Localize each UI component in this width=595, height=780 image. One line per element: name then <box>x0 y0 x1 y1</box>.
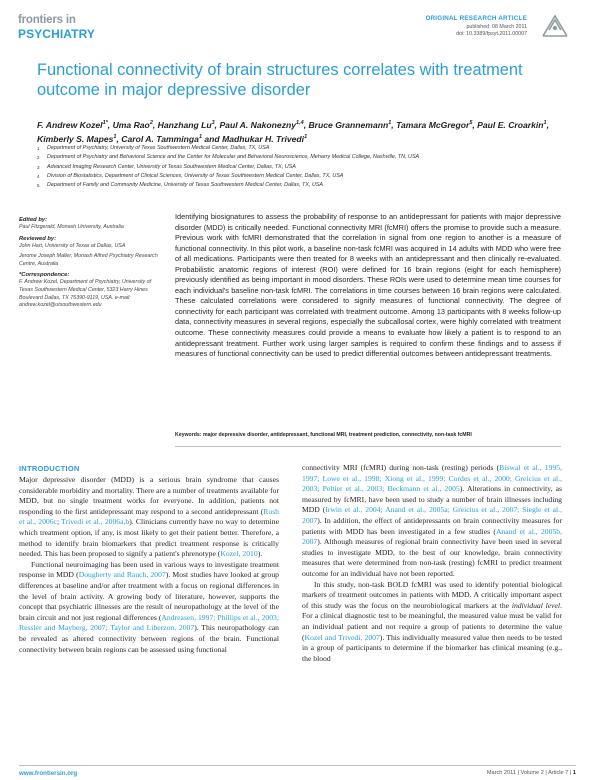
author-name: Bruce Grannemann <box>308 119 389 130</box>
author-affiliation-marker: 2 <box>149 120 153 126</box>
affiliation-text: Advanced Imaging Research Center, University of Texas Southwestern Medical Center, Dallas, TX, USA <box>47 163 296 170</box>
article-header-meta <box>425 15 527 37</box>
page-footer <box>19 770 576 780</box>
citation-link[interactable]: Biswal et al., 1995, 1997; Lowe et al., 1998; Xiong et al., 1999; Cordes et al., 2000; Greicius et al., 2003; Peltier et al., 2003; Beckmann et al., 2005 <box>302 463 563 494</box>
text-run: ). Although measures of regional brain connectivity have been used in several studies to investigate MDD, to the best of our knowledge, brain connectivity measures that were determined from non-task (resting) fcMRI to predict treatment outcome for an individual have not been reported. <box>302 537 562 578</box>
text-run: connectivity MRI (fcMRI) during non-task (resting) periods ( <box>302 463 500 472</box>
affiliation-item <box>37 153 567 162</box>
body-column-right <box>302 463 562 664</box>
abstract: Identifying biosignatures to assess the probability of response to an antidepressant for patients with major depressive disorder (MDD) is critically needed. Functional connectivity MRI (fcMRI) offers the promise to provide such a measure. Previous work with fcMRI demonstrated that the correlation in signal from one region to another is a measure of functional connectivity. In this pilot work, a baseline non-task fcMRI was acquired in 14 adults with MDD who were free of all medications. Participants were then treated for 8 weeks with an antidepressant and then clinically re-evaluated. Probabilistic anatomic regions of interest (ROI) were defined for 16 brain regions (eight for each hemisphere) previously identified as being important in mood disorders. These ROIs were used to determine mean time courses for each individual's baseline non-task fcMRI. The correlations in time courses between 16 brain regions were calculated. These calculated correlations were considered to signify measures of functional connectivity. The degree of connectivity for each participant was correlated with treatment outcome. Among 13 participants with 8 weeks follow-up data, connectivity measures in several regions, especially the subcallosal cortex, were highly correlated with treatment outcome. These connectivity measures could provide a means to evaluate how likely a patient is to respond to an antidepressant treatment. Further work using larger samples is required to confirm these findings and to assess if measures of functional connectivity can be used to predict differential outcomes between antidepressant treatments. <box>175 212 561 359</box>
author-affiliation-marker: 1* <box>102 120 108 126</box>
affiliation-text: Department of Family and Community Medicine, University of Texas Southwestern Medical Center, Dallas, TX, USA <box>47 182 324 189</box>
affiliation-text: Department of Psychiatry and Behavioral Science and the Center for Molecular and Behavioral Neuroscience, Meharry Medical College, Nashville, TN, USA <box>47 154 420 161</box>
author-name: Carol A. Tamminga <box>121 134 199 145</box>
introduction-heading: INTRODUCTION <box>19 464 80 473</box>
author-name: F. Andrew Kozel <box>37 119 103 130</box>
citation-link[interactable]: Trivedi et al., 2006a,b <box>61 517 130 527</box>
section-divider <box>175 446 561 447</box>
citation-link[interactable]: Irwin et al., 2004; Anand et al., 2005a; Greicius et al., 2007; Siegle et al., 2007 <box>302 505 562 525</box>
text-run: In this study, non-task BOLD fcMRI was used to identify potential biological markers of treatment outcomes in patients with MDD. A critically important aspect of this study was the focus on the neurobiological markers at the <box>302 579 562 610</box>
citation-link[interactable]: Rush et al., 2006c <box>19 506 279 527</box>
author-name: Uma Rao <box>112 119 150 130</box>
intro-paragraph-3 <box>302 463 562 580</box>
author-affiliation-marker: 1,4 <box>296 120 304 126</box>
article-type: ORIGINAL RESEARCH ARTICLE <box>425 15 527 22</box>
author-affiliation-marker: 1 <box>304 134 308 141</box>
author-affiliation-marker: 1 <box>388 120 392 126</box>
citation-link[interactable]: Dougherty and Rauch, 2007 <box>78 570 166 580</box>
affiliation-text: Department of Psychiatry, University of Texas Southwestern Medical Center, Dallas, TX, USA <box>47 145 270 151</box>
doi: doi: 10.3389/fpsyt.2011.00007 <box>456 31 527 37</box>
affiliation-number: 5 <box>37 183 40 189</box>
text-run: ; <box>56 517 62 527</box>
body-column-left <box>19 475 279 655</box>
edited-by: Paul Fitzgerald, Monash University, Australia <box>19 224 124 230</box>
text-run: ). This neuropathology can be revealed as altered connectivity between regions of the brain. Functional connectivity between brain regions can be assessed using functional <box>19 623 279 654</box>
reviewed-by-label: Reviewed by: <box>19 235 57 242</box>
text-run: ). <box>257 549 263 559</box>
citation-link[interactable]: Anand et al., 2005b, 2007 <box>302 526 562 547</box>
author-name: Kimberly S. Mapes <box>37 134 114 145</box>
text-run: ). In addition, the effect of antidepressants on brain connectivity measures for patients with MDD has been investigated in a few studies ( <box>302 515 562 536</box>
author-list: F. Andrew Kozel$^{1*}$, Uma Rao$^2$, Hanzhang Lu$^3$, Paul A. Nakonezny$^{1,4}$, Bruce Grannemann$^1$, Tamara McGregor$^5$, Paul E. Croarkin$^1$, Kimberly S. Mapes$^1$, Carol A. Tamminga$^1$ and Madhukar H. Trivedi$^1$ <box>37 119 549 145</box>
text-run: ). Clinicians currently have no way to determine which treatment option, if any, is most likely to get their patient better. Therefore, a method to identify brain biomarkers that predict treatment response is critically needed. This has been proposed to signify a patient's phrenotype ( <box>19 517 280 559</box>
article-title: Functional connectivity of brain structures correlates with treatment outcome in major depressive disorder <box>37 61 523 99</box>
author-name: Paul E. Croarkin <box>477 119 544 130</box>
journal-logo-bottom: PSYCHIATRY <box>18 26 96 41</box>
emphasis-text: individual level <box>511 600 561 610</box>
intro-paragraph-1 <box>19 475 279 560</box>
affiliation-item <box>37 144 567 153</box>
text-run: Major depressive disorder (MDD) is a serious brain syndrome that causes considerable morbidity and mortality. There are a number of treatments available for MDD, but no single treatment works for everyone. In addition, patients not responding to the first antidepressant may respond to a second antidepressant ( <box>19 475 279 516</box>
citation-link[interactable]: Kozel and Trivedi, 2007 <box>304 632 380 642</box>
affiliation-number: 1 <box>37 146 40 151</box>
text-run: Functional neuroimaging has been used in various ways to investigate treatment response in MDD ( <box>19 559 279 580</box>
author-name: Tamara McGregor <box>396 119 470 130</box>
author-affiliation-marker: 5 <box>469 120 473 126</box>
journal-url-link[interactable]: www.frontiersin.org <box>19 770 78 777</box>
footer-article: Article 7 <box>548 770 569 776</box>
footer-date: March 2011 <box>486 770 516 776</box>
author-name: Madhukar H. Trivedi <box>222 134 305 145</box>
affiliation-list <box>37 144 567 190</box>
footer-meta: March 2011 | Volume 2 | Article 7 | 1 <box>486 770 576 776</box>
affiliation-item <box>37 163 567 172</box>
affiliation-number: 4 <box>37 173 40 179</box>
journal-logo <box>18 15 95 40</box>
affiliation-item <box>37 181 567 190</box>
correspondence-label: *Correspondence: <box>19 272 70 279</box>
author-affiliation-marker: 1 <box>198 134 203 141</box>
affiliation-item <box>37 172 567 181</box>
author-affiliation-marker: 3 <box>211 120 215 126</box>
affiliation-number: 2 <box>37 155 40 161</box>
published-date: published: 08 March 2011 <box>466 24 527 30</box>
reviewer-2: Jerome Joseph Maller, Monash Alfred Psychiatry Research Centre, Australia <box>19 253 158 267</box>
author-affiliation-marker: 1 <box>113 134 117 141</box>
text-run: . For a clinical diagnostic test to be meaningful, the measured value must be valid for an individual patient and not require a group of patients to determine the value ( <box>302 600 562 642</box>
affiliation-text: Division of Biostatistics, Department of Clinical Sciences, University of Texas Southwestern Medical Center, Dallas, TX, USA <box>47 172 344 179</box>
edited-by-label: Edited by: <box>19 217 48 223</box>
reviewer-1: John Hart, University of Texas at Dallas, USA <box>19 242 126 249</box>
journal-logo-top: frontiers in <box>18 14 76 26</box>
page-number: 1 <box>572 770 576 776</box>
citation-link[interactable]: Andreasen, 1997; Phillips et al., 2003; Ressler and Mayberg, 2007; Taylor and Liberzon, 2007 <box>19 612 279 633</box>
keywords: Keywords: major depressive disorder, antidepressant, functional MRI, treatment prediction, connectivity, non-task fcMRI <box>175 432 472 438</box>
editorial-sidebar <box>19 213 159 310</box>
author-name: Paul A. Nakonezny <box>219 119 297 130</box>
text-run: ). Most studies have looked at group differences at baseline and/or after treatment with a focus on regional differences in the level of brain activity. A growing body of literature, however, supports the concept that psychiatric illnesses are the result of neuropathology at the level of the brain circuit and not just regional differences ( <box>19 570 279 622</box>
intro-paragraph-2 <box>19 560 279 655</box>
text-run: ). This individually measured value then needs to be tested in a group of participants to determine if the biomarker has clinical meaning (e.g., the blood <box>302 632 562 663</box>
citation-link[interactable]: Kozel, 2010 <box>220 549 258 559</box>
open-access-badge-icon <box>537 12 573 42</box>
intro-paragraph-4 <box>302 580 562 665</box>
author-name: Hanzhang Lu <box>157 119 212 130</box>
affiliation-number: 3 <box>37 164 40 170</box>
footer-volume: Volume 2 <box>520 770 544 776</box>
correspondence: F. Andrew Kozel, Department of Psychiatry, University of Texas Southwestern Medical Center, 5323 Harry Hines Boulevard Dallas, TX 75390-9119, USA. e-mail: andrew.kozel@utsouthwestern.edu <box>19 279 152 309</box>
author-affiliation-marker: 1 <box>543 120 547 126</box>
text-run: ). Alterations in connectivity, as measured by fcMRI, have been used to study a number of brain illnesses including MDD ( <box>302 484 562 515</box>
footer-divider <box>19 765 576 766</box>
